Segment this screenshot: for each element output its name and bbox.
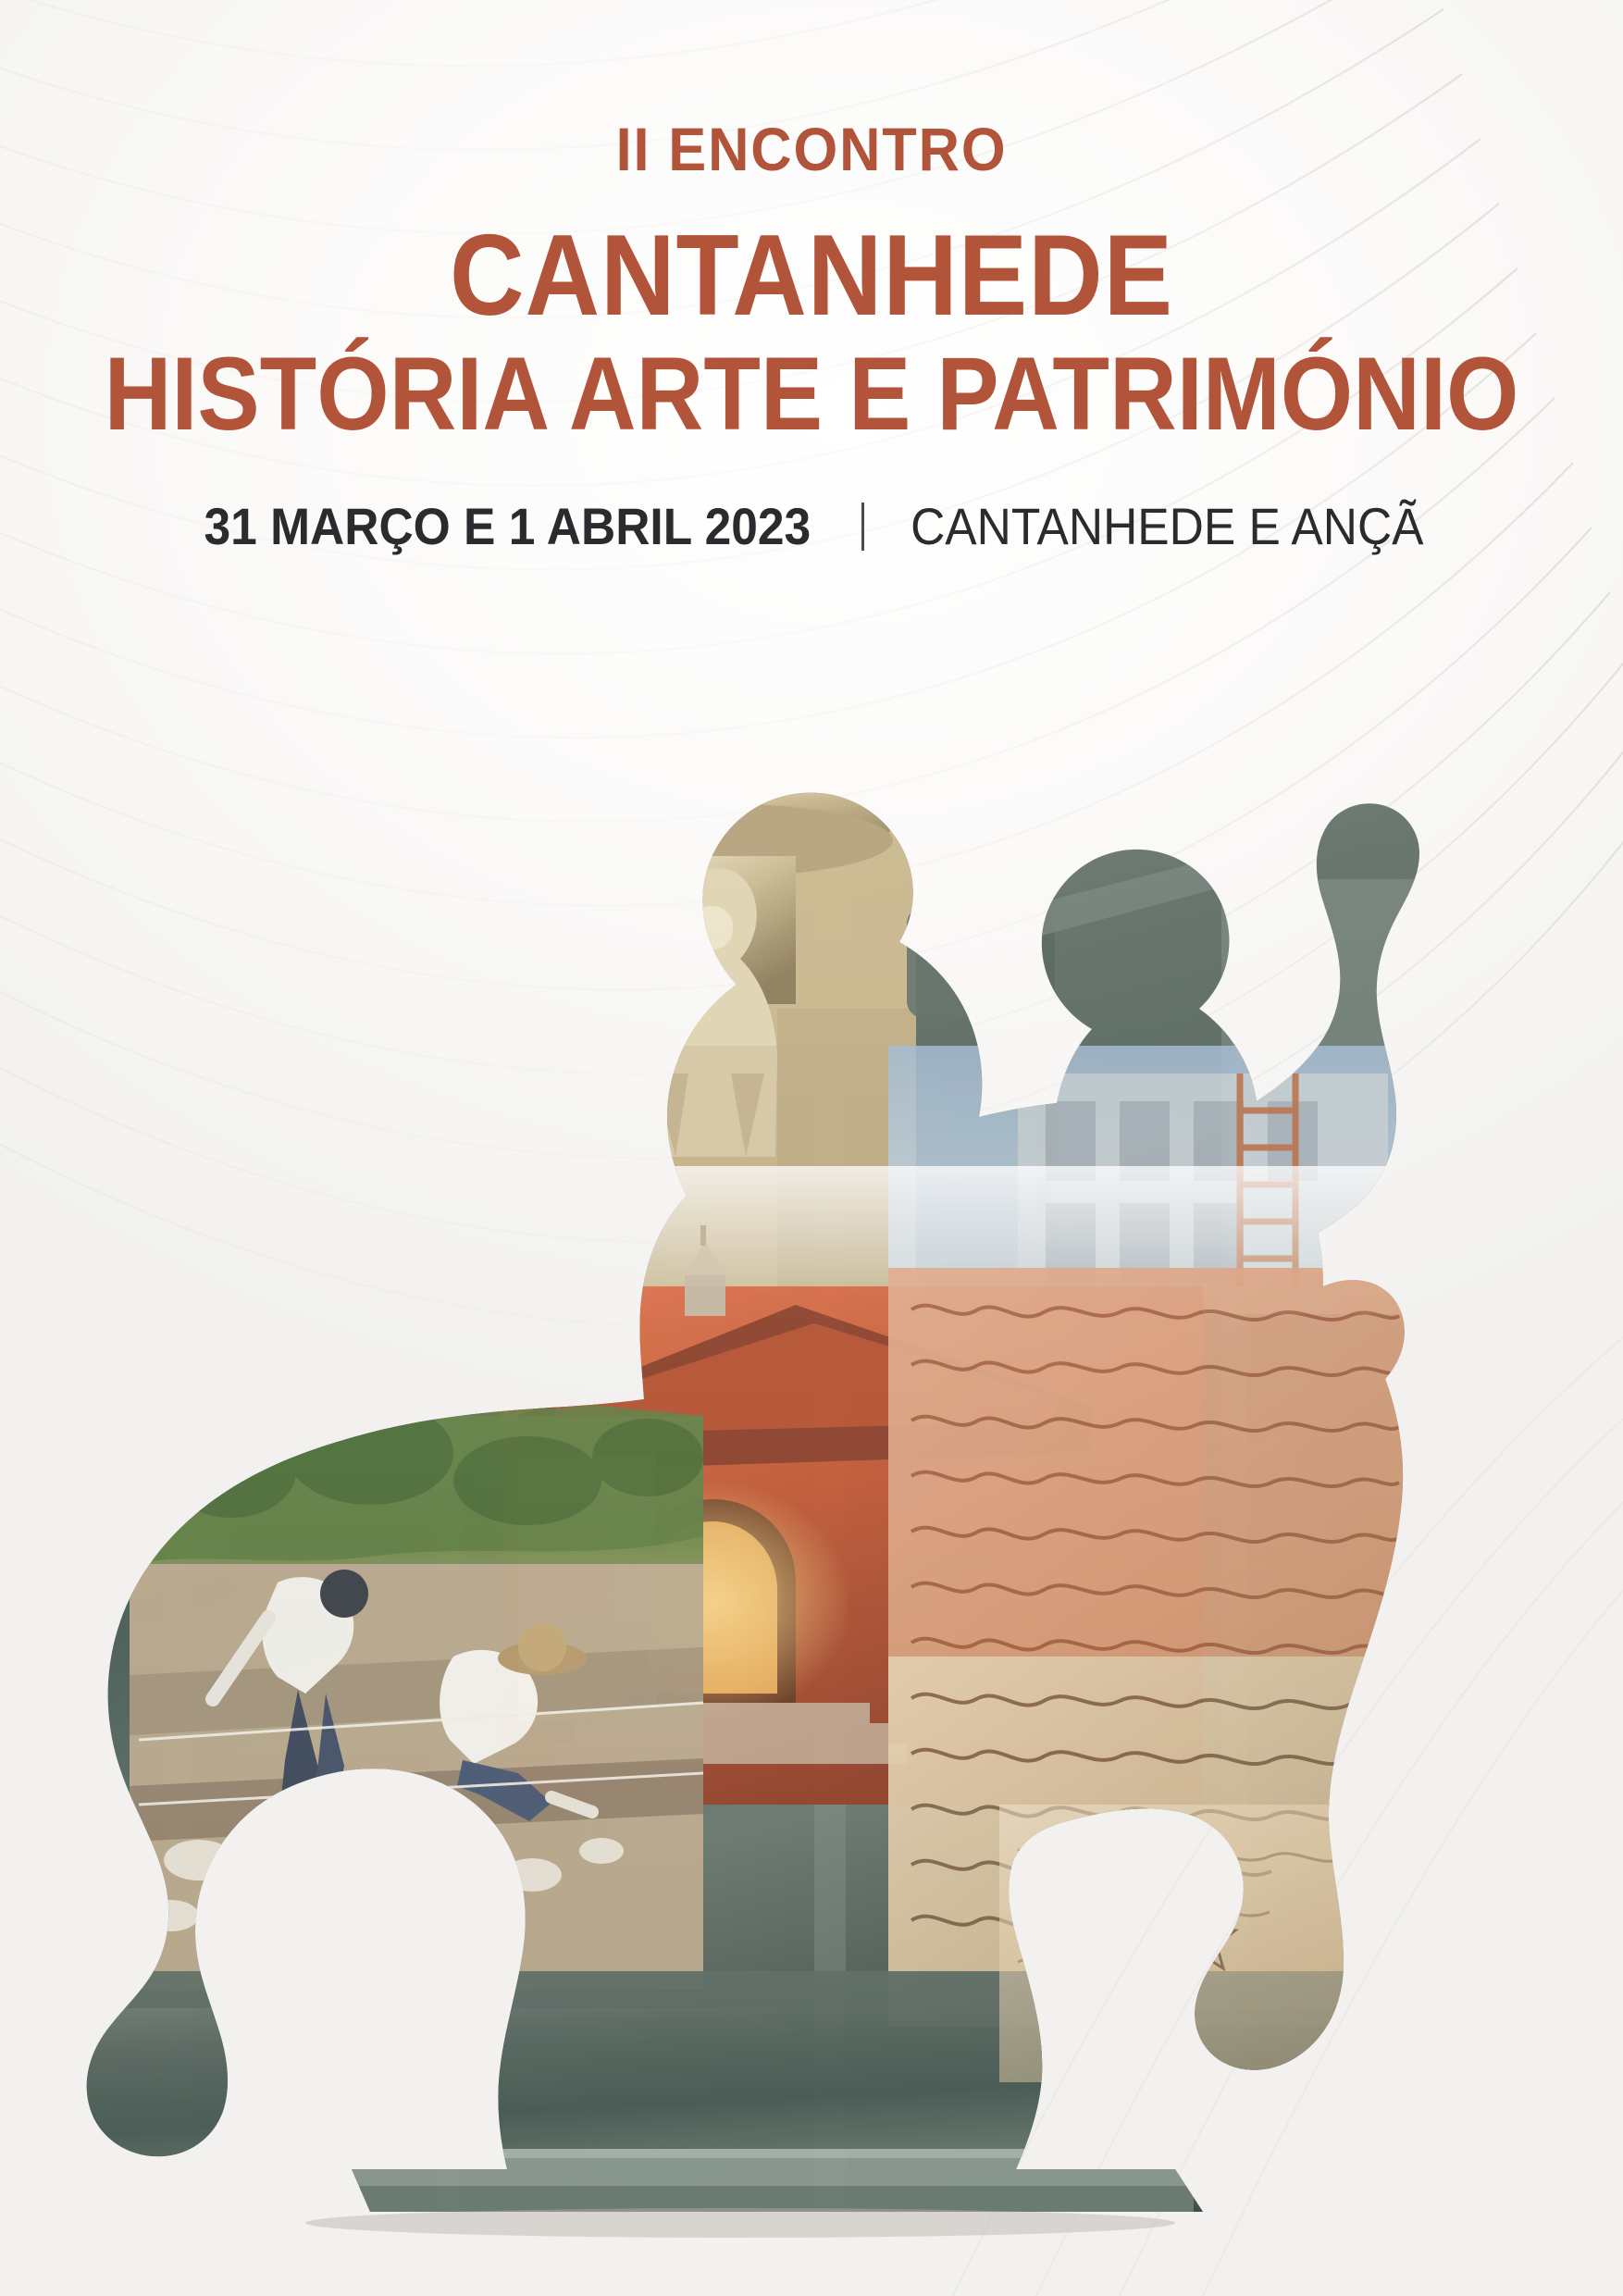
- event-location: CANTANHEDE E ANÇÃ: [910, 497, 1424, 556]
- event-meta: [0, 496, 1623, 556]
- meta-divider: [861, 503, 864, 551]
- artwork-equestrian-statue: [0, 768, 1623, 2249]
- poster-header: [0, 0, 1623, 556]
- event-kicker: II ENCONTRO: [615, 115, 1008, 183]
- poster-title-line1: CANTANHEDE: [450, 212, 1173, 340]
- poster-title-line2: HISTÓRIA ARTE E PATRIMÓNIO: [104, 336, 1519, 453]
- event-date: 31 MARÇO E 1 ABRIL 2023: [204, 497, 812, 556]
